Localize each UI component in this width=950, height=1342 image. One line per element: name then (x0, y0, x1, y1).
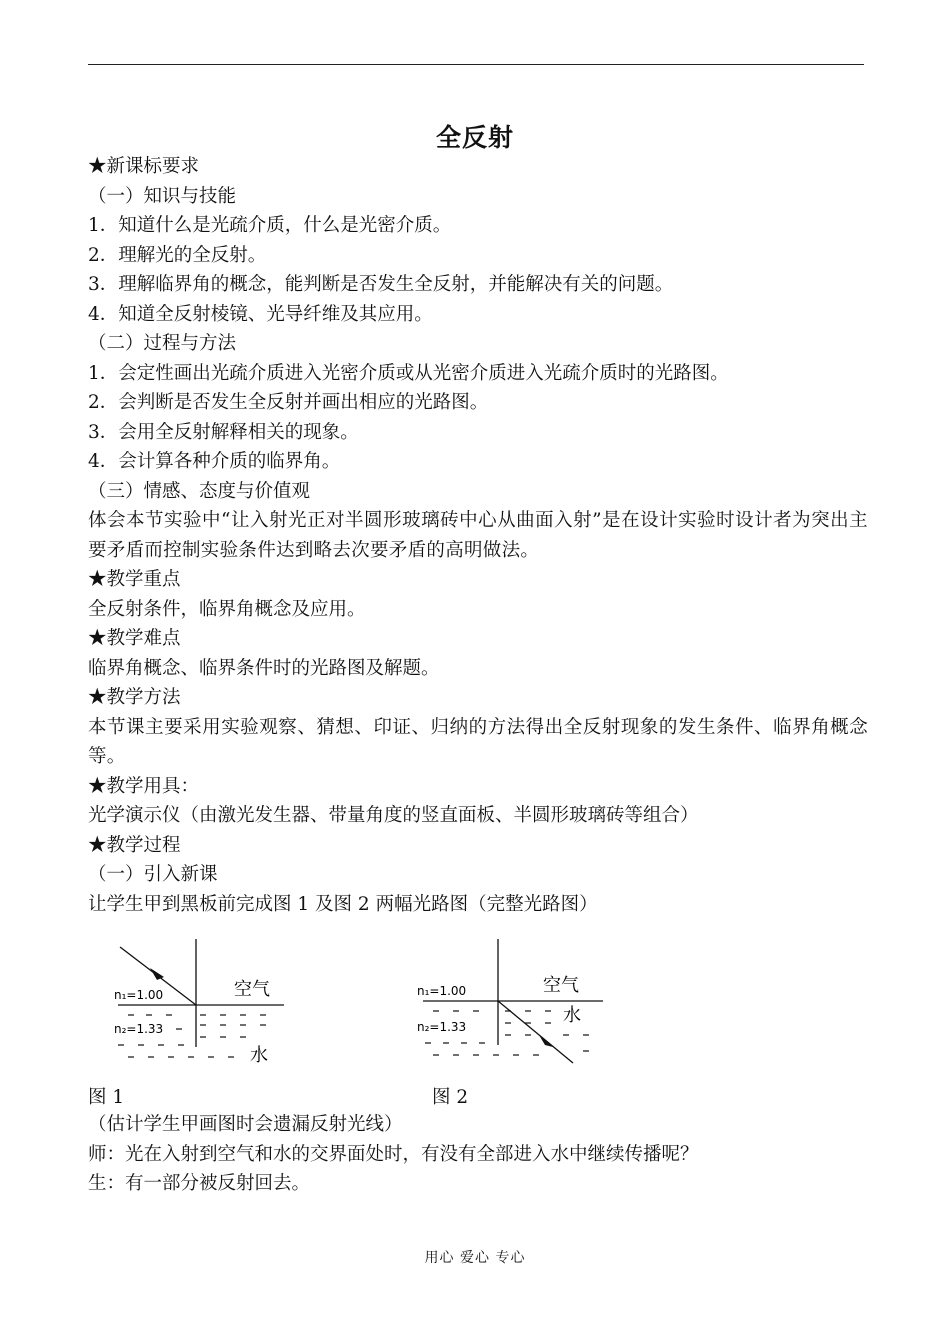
text-line: 生：有一部分被反射回去。 (88, 1173, 311, 1194)
text-line: 2．会判断是否发生全反射并画出相应的光路图。 (88, 392, 489, 413)
text-line: 2．理解光的全反射。 (88, 244, 267, 266)
paragraph-experiment: 体会本节实验中“让入射光正对半圆形玻璃砖中心从曲面入射”是在设计实验时设计者为突出主要矛盾而控制实验条件达到略去次要矛盾的高明做法。 (88, 510, 868, 561)
n2-label: n₂=1.33 (417, 1020, 467, 1034)
water-label: 水 (250, 1045, 268, 1066)
figure-1-caption: 图 1 (88, 1087, 125, 1108)
figure-row (88, 925, 868, 1110)
ray-line (498, 1001, 573, 1063)
text-line: 4．知道全反射棱镜、光导纤维及其应用。 (88, 303, 433, 325)
figure-2-svg (413, 937, 623, 1087)
header-rule (88, 64, 864, 65)
n1-label: n₁=1.00 (114, 988, 164, 1002)
n1-label: n₁=1.00 (417, 984, 467, 998)
subheading-emotion: （三）情感、态度与价值观 (88, 480, 311, 502)
air-label: 空气 (543, 975, 579, 996)
text-line: 让学生甲到黑板前完成图 1 及图 2 两幅光路图（完整光路图） (88, 893, 598, 915)
section-heading-standards: ★新课标要求 (88, 156, 200, 177)
subheading-process: （二）过程与方法 (88, 333, 237, 354)
subheading-intro: （一）引入新课 (88, 864, 218, 885)
document-body (88, 152, 868, 1199)
figure-2-caption: 图 2 (432, 1087, 469, 1108)
text-line: 临界角概念、临界条件时的光路图及解题。 (88, 657, 440, 679)
paragraph-methods: 本节课主要采用实验观察、猜想、印证、归纳的方法得出全反射现象的发生条件、临界角概念等。 (88, 716, 868, 767)
text-line: 师：光在入射到空气和水的交界面处时，有没有全部进入水中继续传播呢？ (88, 1143, 699, 1165)
air-label: 空气 (234, 979, 270, 1000)
text-line: 4．会计算各种介质的临界角。 (88, 451, 341, 472)
page-title: 全反射 (435, 123, 514, 152)
text-line: 全反射条件，临界角概念及应用。 (88, 598, 366, 620)
section-heading-methods: ★教学方法 (88, 687, 181, 708)
water-label: 水 (563, 1005, 581, 1026)
text-line: 1．知道什么是光疏介质，什么是光密介质。 (88, 215, 452, 236)
text-line: 3．会用全反射解释相关的现象。 (88, 421, 359, 443)
text-line: （估计学生甲画图时会遗漏反射光线） (88, 1114, 403, 1135)
figure-2-diagram (413, 937, 623, 1087)
section-heading-process: ★教学过程 (88, 834, 181, 856)
figure-1-diagram (88, 925, 298, 1075)
n2-label: n₂=1.33 (114, 1022, 164, 1036)
text-line: 3．理解临界角的概念，能判断是否发生全反射，并能解决有关的问题。 (88, 274, 674, 295)
text-line: 1．会定性画出光疏介质进入光密介质或从光密介质进入光疏介质时的光路图。 (88, 362, 729, 384)
section-heading-key-points: ★教学重点 (88, 569, 181, 590)
section-heading-tools: ★教学用具： (88, 775, 200, 797)
page-footer: 用心 爱心 专心 (424, 1250, 526, 1266)
text-line: 光学演示仪（由激光发生器、带量角度的竖直面板、半圆形玻璃砖等组合） (88, 805, 699, 826)
section-heading-difficulties: ★教学难点 (88, 628, 181, 649)
figure-1-svg (88, 925, 298, 1075)
subheading-knowledge: （一）知识与技能 (88, 185, 237, 207)
